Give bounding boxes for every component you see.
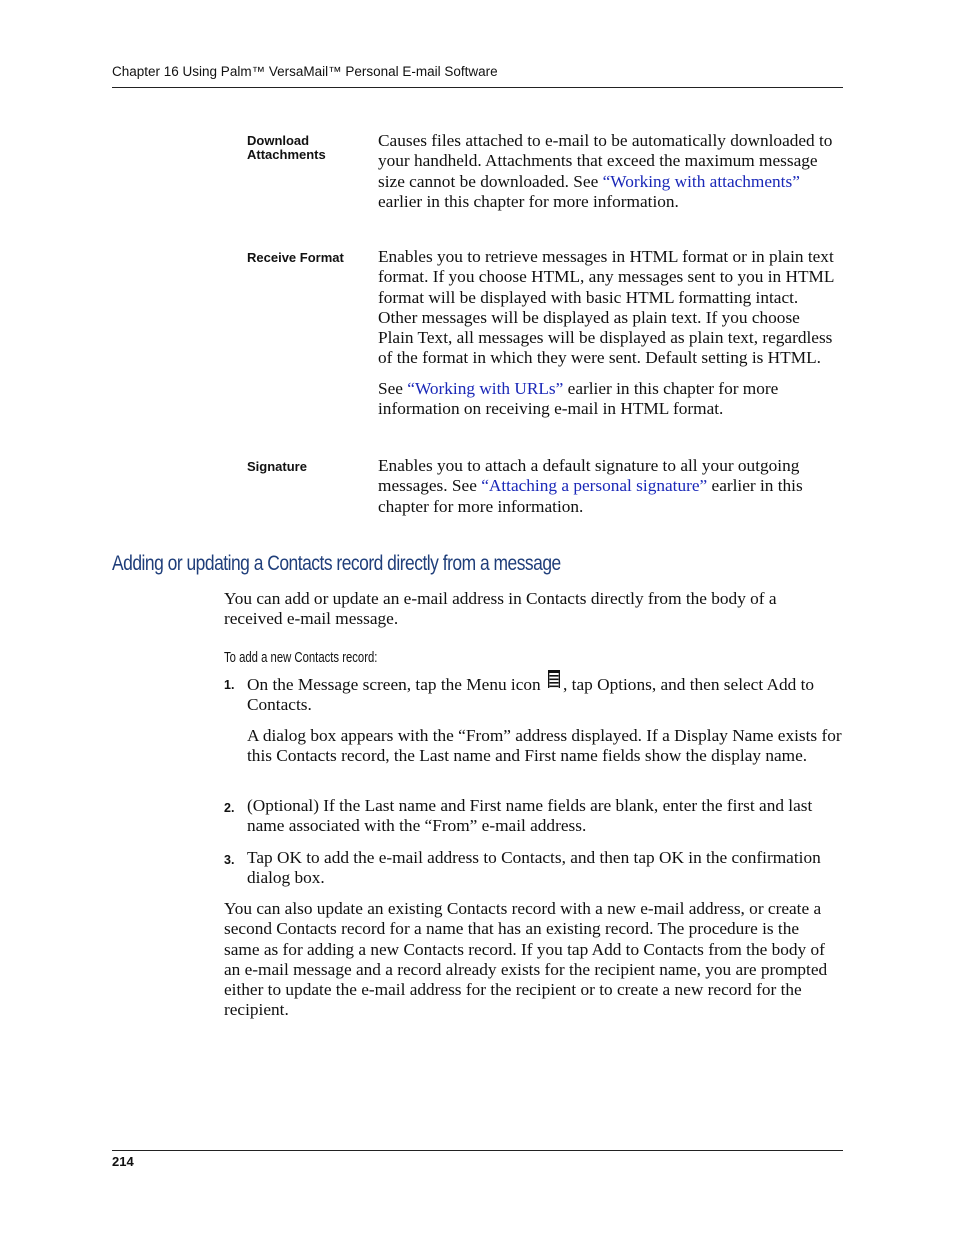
step-text: (Optional) If the Last name and First name fields are blank, enter the first and last name associated with the “From” e-mail address. bbox=[247, 796, 813, 836]
term-receive-format: Receive Format bbox=[247, 250, 344, 265]
definition-download-attachments bbox=[378, 131, 838, 212]
link-working-with-urls[interactable]: “Working with URLs” bbox=[407, 378, 564, 398]
step-text: Tap OK to add the e-mail address to Contacts, and then tap OK in the confirmation dialog box. bbox=[247, 848, 821, 888]
definition-text-after: earlier in this chapter for more information. bbox=[378, 191, 679, 211]
step-text-before-icon: On the Message screen, tap the Menu icon bbox=[247, 675, 546, 694]
step-1 bbox=[247, 673, 842, 766]
definition-text-before: See bbox=[378, 378, 408, 398]
definition-text-after: earlier in this chapter for more information on receiving e-mail in HTML format. bbox=[378, 378, 779, 419]
step-number: 2. bbox=[224, 801, 235, 815]
step-2 bbox=[247, 796, 842, 837]
step-number: 1. bbox=[224, 678, 235, 692]
page-number: 214 bbox=[112, 1154, 134, 1169]
definition-paragraph bbox=[378, 379, 838, 420]
definition-text bbox=[378, 456, 838, 517]
closing-paragraph-block bbox=[224, 899, 838, 1021]
step-text bbox=[247, 673, 842, 716]
definition-paragraph: Enables you to retrieve messages in HTML format or in plain text format. If you choose HTML, any messages sent to you in HTML format will be displayed with basic HTML formatting intact. Other messages will be displayed as plain text. If you choose Plain Text, all messages will be displayed as plain text, regardless of the format in which they were sent. Default setting is HTML. bbox=[378, 247, 834, 368]
definition-text-before: Enables you to attach a default signature to all your outgoing messages. See bbox=[378, 456, 800, 496]
term-download-attachments bbox=[247, 134, 367, 162]
step-text-after-icon: , tap Options, and then select Add to Contacts. bbox=[247, 675, 815, 715]
closing-paragraph: You can also update an existing Contacts record with a new e-mail address, or create a second Contacts record for a name that has an existing record. The procedure is the same as for adding a new Contacts record. If you tap Add to Contacts from the body of an e-mail message and a record already exists for the recipient name, you are prompted either to update the e-mail address for the recipient or to create a new record for the recipient. bbox=[224, 899, 828, 1020]
definition-text-after: earlier in this chapter for more information. bbox=[378, 476, 803, 516]
footer-rule bbox=[112, 1150, 843, 1151]
menu-icon bbox=[547, 673, 561, 691]
term-line: Attachments bbox=[247, 147, 326, 162]
section-intro bbox=[224, 589, 838, 630]
term-line: Download bbox=[247, 133, 310, 148]
term-signature: Signature bbox=[247, 459, 307, 474]
link-attaching-personal-signature[interactable]: “Attaching a personal signature” bbox=[481, 476, 708, 496]
definition-signature bbox=[378, 456, 838, 517]
definition-text bbox=[378, 131, 838, 212]
procedure-title: To add a new Contacts record: bbox=[224, 650, 378, 666]
definition-receive-format bbox=[378, 247, 838, 419]
intro-paragraph: You can add or update an e-mail address in Contacts directly from the body of a received e-mail message. bbox=[224, 589, 777, 629]
step-3 bbox=[247, 848, 842, 889]
section-heading: Adding or updating a Contacts record directly from a message bbox=[112, 552, 561, 575]
step-note: A dialog box appears with the “From” address displayed. If a Display Name exists for this Contacts record, the Last name and First name fields show the display name. bbox=[247, 725, 842, 765]
definition-text-before: Causes files attached to e-mail to be automatically downloaded to your handheld. Attachments that exceed the maximum message size cannot be downloaded. See bbox=[378, 131, 833, 191]
step-number: 3. bbox=[224, 853, 235, 867]
link-working-with-attachments[interactable]: “Working with attachments” bbox=[602, 171, 800, 191]
running-head: Chapter 16 Using Palm™ VersaMail™ Personal E-mail Software bbox=[112, 64, 498, 79]
header-rule bbox=[112, 87, 843, 88]
